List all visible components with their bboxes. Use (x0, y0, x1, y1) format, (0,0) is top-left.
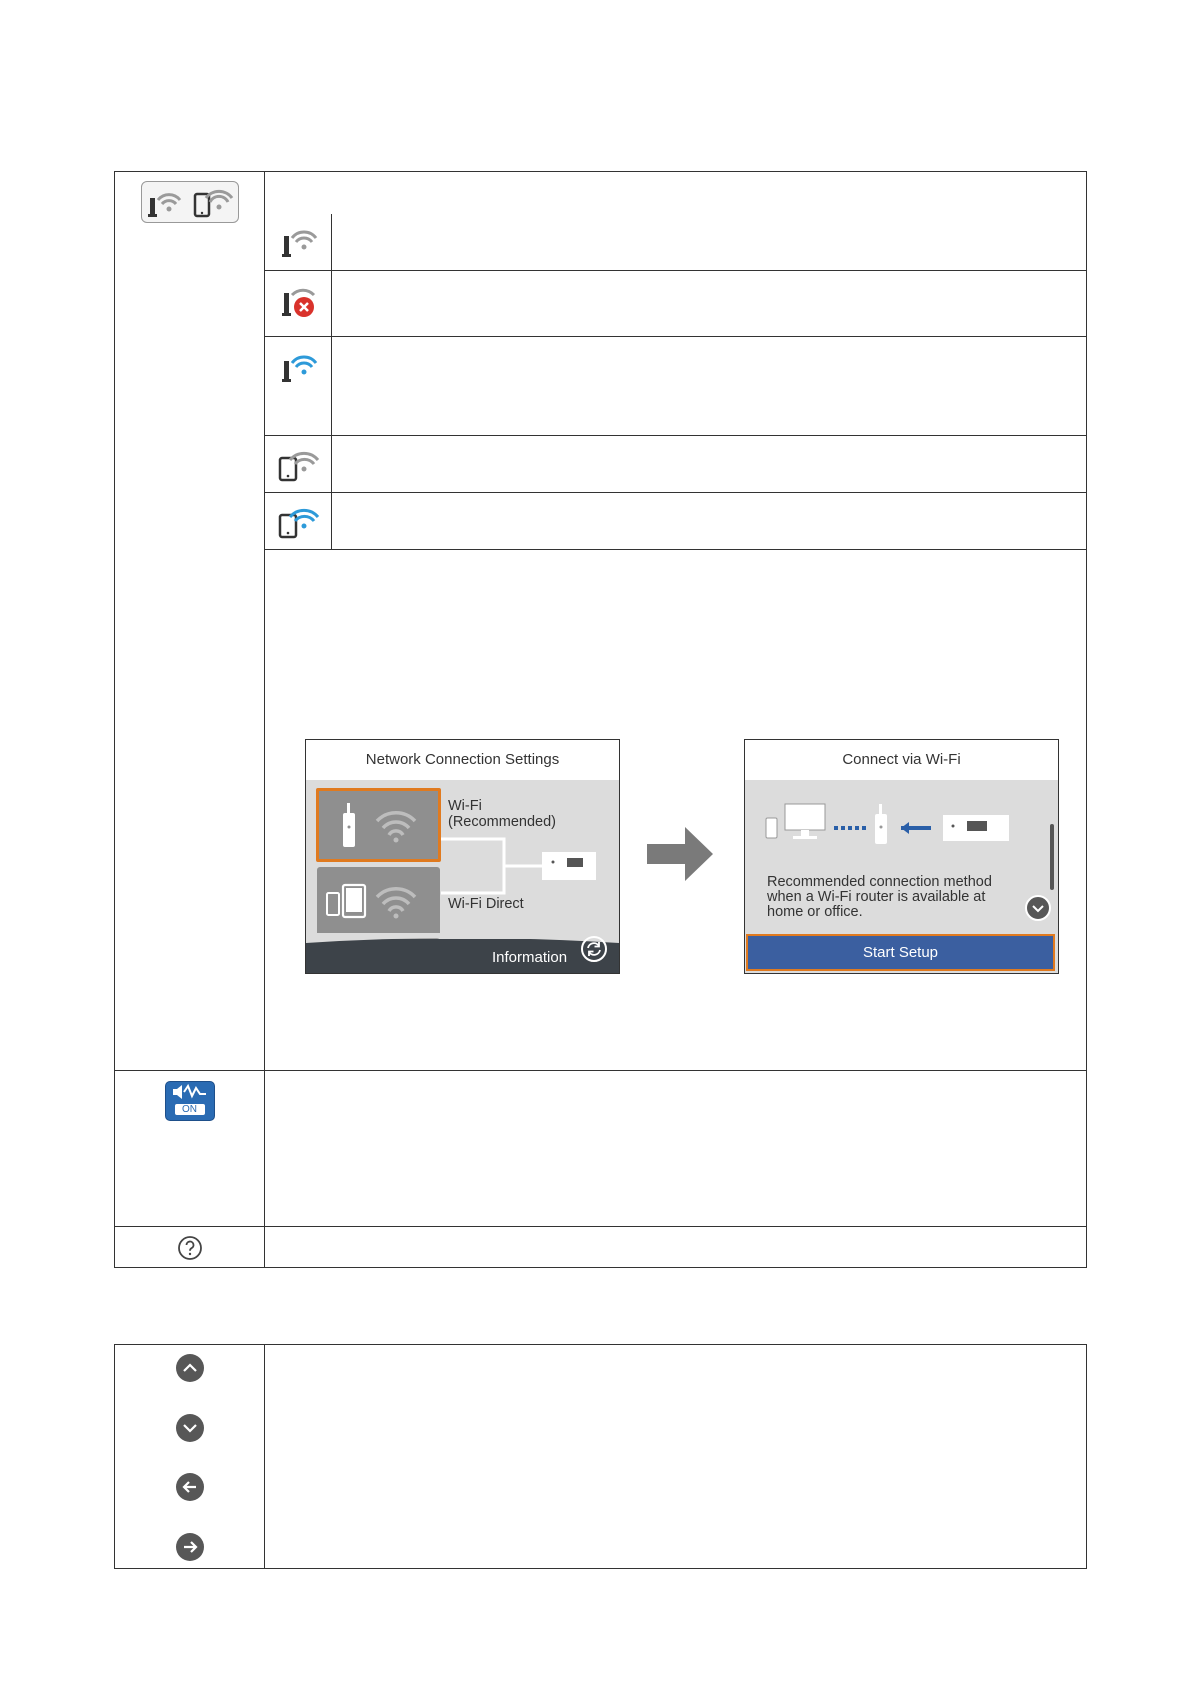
wifi-direct-active-cell (265, 492, 332, 549)
wifi-gray-cell (265, 214, 332, 270)
navigation-icons-table (114, 1344, 1087, 1569)
wifi-direct-option-button[interactable] (317, 867, 440, 939)
wifi-direct-active-description (332, 492, 1087, 549)
wifi-direct-active-icon (270, 499, 326, 543)
wifi-option-sublabel: (Recommended) (448, 814, 556, 830)
quiet-mode-cell (115, 1071, 265, 1227)
scrollbar[interactable] (1050, 824, 1054, 890)
device-wifi-icon (317, 867, 440, 939)
description-line-1: Recommended connection method (767, 874, 992, 890)
network-connection-settings-screen (305, 739, 620, 974)
icon-description-table (114, 171, 1087, 1268)
screen-title: Network Connection Settings (306, 740, 619, 780)
connect-via-wifi-screen (744, 739, 1059, 974)
network-icon-cell (115, 172, 265, 1071)
information-button[interactable] (581, 936, 607, 962)
transition-arrow-icon (647, 827, 717, 883)
wifi-active-cell (265, 336, 332, 435)
wifi-error-cell (265, 270, 332, 336)
help-icon[interactable] (177, 1235, 203, 1261)
quiet-mode-description (265, 1071, 1087, 1227)
wifi-gray-icon (270, 220, 326, 264)
navigation-icons-cell (115, 1345, 265, 1569)
navigation-description (265, 1345, 1087, 1569)
scroll-down-button[interactable] (1025, 895, 1051, 921)
scroll-up-icon[interactable] (176, 1354, 204, 1382)
chevron-down-icon (1027, 897, 1049, 919)
wifi-direct-gray-cell (265, 435, 332, 492)
wifi-error-icon (270, 279, 326, 323)
quiet-mode-on-label: ON (182, 1104, 197, 1115)
information-label: Information (492, 949, 568, 966)
wifi-gray-description (332, 214, 1087, 270)
info-bar-curve (306, 933, 619, 973)
network-status-icon[interactable] (141, 181, 239, 223)
wifi-option-button[interactable] (316, 788, 441, 862)
wifi-active-icon (270, 345, 326, 389)
wifi-option-label: Wi-Fi (448, 798, 482, 814)
refresh-icon (583, 938, 605, 960)
help-description (265, 1227, 1087, 1268)
scroll-down-icon[interactable] (176, 1414, 204, 1442)
arrow-right-icon[interactable] (176, 1533, 204, 1561)
start-setup-button[interactable]: Start Setup (746, 934, 1055, 971)
arrow-left-icon[interactable] (176, 1473, 204, 1501)
wifi-active-description (332, 336, 1087, 435)
screen-title: Connect via Wi-Fi (745, 740, 1058, 780)
wifi-setup-diagram (745, 780, 1058, 880)
wifi-direct-label: Wi-Fi Direct (448, 896, 524, 912)
help-cell (115, 1227, 265, 1268)
router-wifi-icon (319, 791, 438, 859)
wifi-error-description (332, 270, 1087, 336)
description-line-3: home or office. (767, 904, 863, 920)
wifi-direct-gray-icon (270, 442, 326, 486)
network-status-subtable (265, 214, 1086, 550)
wifi-direct-gray-description (332, 435, 1087, 492)
quiet-mode-icon[interactable] (165, 1081, 215, 1121)
description-line-2: when a Wi-Fi router is available at (767, 889, 986, 905)
